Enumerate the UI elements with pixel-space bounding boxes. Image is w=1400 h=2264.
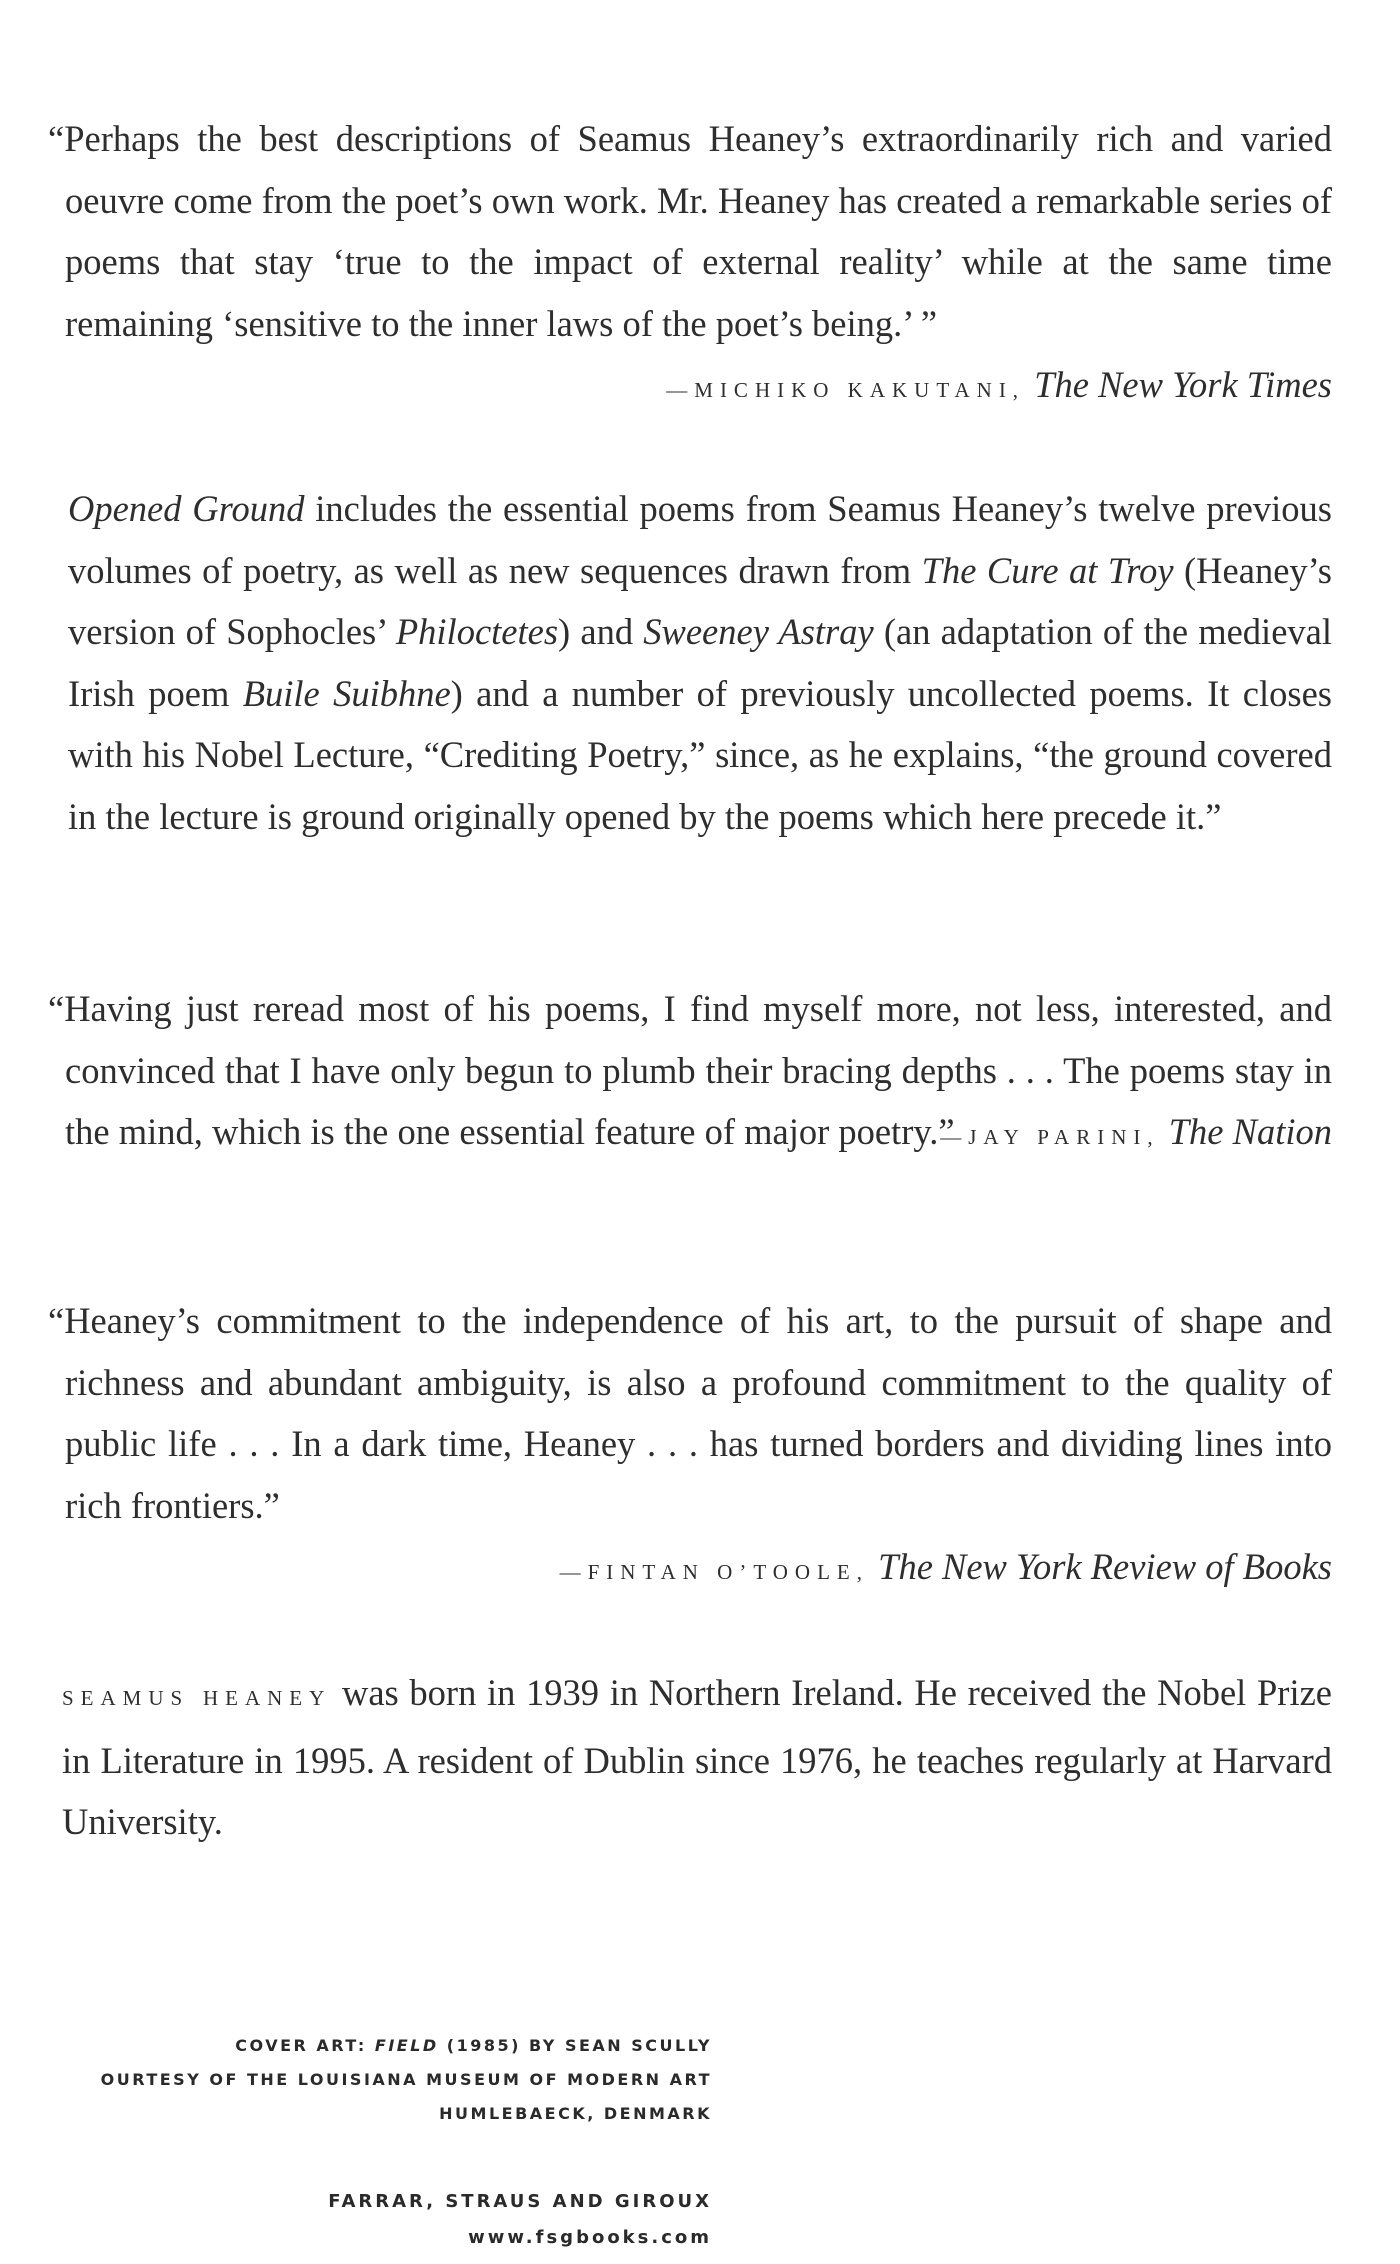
book-description <box>68 478 1332 847</box>
review-attribution <box>940 1101 1332 1169</box>
review-otoole <box>48 1290 1332 1604</box>
description-text: includes the essential poems from Seamus Heaney’s twelve previous volumes of poetry, as well as new sequences drawn from <box>68 488 1332 591</box>
review-publication: The Nation <box>1168 1111 1332 1152</box>
review-publication: The New York Times <box>1034 364 1332 405</box>
review-author: —FINTAN O’TOOLE, <box>559 1560 870 1584</box>
review-author: —MICHIKO KAKUTANI, <box>666 378 1026 402</box>
description-text: (Heaney’s version of Sophocles’ <box>68 549 1332 652</box>
author-name: SEAMUS HEANEY <box>62 1686 332 1710</box>
credit-suffix: (1985) BY SEAN SCULLY <box>438 2036 712 2055</box>
work-title: Philoctetes <box>395 611 559 652</box>
description-text: (an adaptation of the medieval Irish poem <box>68 611 1332 714</box>
cover-credit-line: HUMLEBAECK, DENMARK <box>439 2104 712 2123</box>
work-title: Buile Suibhne <box>242 672 451 714</box>
author-bio <box>62 1662 1332 1853</box>
cover-art-credits <box>101 2029 712 2131</box>
cover-credit-line: OURTESY OF THE LOUISIANA MUSEUM OF MODERN ART <box>100 2070 712 2089</box>
work-title: Sweeney Astray <box>643 611 874 652</box>
description-text: ) and a number of previously uncollected poems. It closes with his Nobel Lecture, “Crediting Poetry,” since, as he explains, “the ground covered in the lecture is ground originally opened by the poems which here precede it.” <box>68 672 1332 837</box>
cover-credit-line <box>101 2029 712 2063</box>
book-title: Opened Ground <box>68 488 305 529</box>
review-author: —JAY PARINI, <box>940 1125 1160 1149</box>
review-attribution <box>666 354 1332 422</box>
artwork-title: FIELD <box>374 2036 439 2055</box>
publisher-name: FARRAR, STRAUS AND GIROUX <box>328 2191 712 2212</box>
work-title: The Cure at Troy <box>921 549 1174 591</box>
credit-prefix: COVER ART: <box>235 2036 375 2055</box>
review-publication: The New York Review of Books <box>878 1546 1332 1587</box>
review-quote: “Perhaps the best descriptions of Seamus Heaney’s extraordinarily rich and varied oeuvre come from the poet’s own work. Mr. Heaney has created a remarkable series of poems that stay ‘true to the impact of external reality’ while at the same time remaining ‘sensitive to the inner laws of the poet’s being.’ ” <box>48 118 1332 344</box>
review-quote: “Having just reread most of his poems, I find myself more, not less, interested, and convinced that I have only begun to plumb their bracing depths . . . The poems stay in the mind, which is the one essential feature of major poetry.” <box>48 988 1332 1152</box>
bio-text: was born in 1939 in Northern Ireland. He received the Nobel Prize in Literature in 1995. A resident of Dublin since 1976, he teaches regularly at Harvard University. <box>62 1672 1332 1842</box>
publisher-website: www.fsgbooks.com <box>468 2227 712 2248</box>
review-quote: “Heaney’s commitment to the independence of his art, to the pursuit of shape and richness and abundant ambiguity, is also a profound commitment to the quality of public life . . . In a dark time, Heaney . . . has turned borders and dividing lines into rich frontiers.” <box>48 1300 1332 1526</box>
review-attribution <box>65 1536 1332 1604</box>
review-parini <box>48 978 1332 1169</box>
publisher-info <box>328 2184 712 2256</box>
description-text: ) and <box>558 611 644 652</box>
review-kakutani <box>48 108 1332 422</box>
